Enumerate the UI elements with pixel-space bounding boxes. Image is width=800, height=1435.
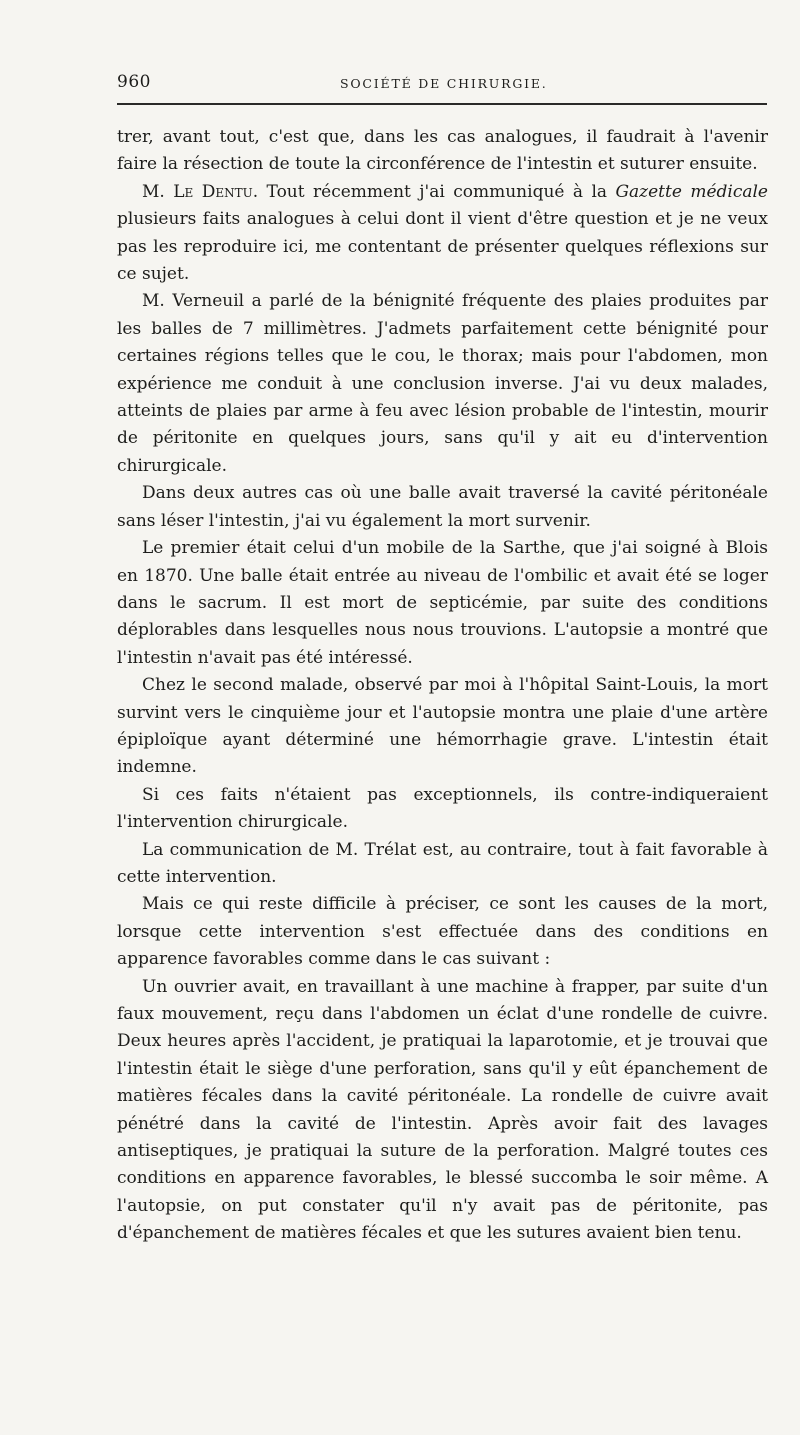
journal-title: Gazette médicale [615, 181, 768, 202]
paragraph-4: Dans deux autres cas où une balle avait traversé la cavité péritonéale sans léser l'intestin, j'ai vu également la mort survenir. [117, 483, 768, 531]
paragraph-7: Si ces faits n'étaient pas exceptionnels, ils contre-indiqueraient l'intervention chirurgicale. [117, 784, 768, 833]
paragraph-8: La communication de M. Trélat est, au contraire, tout à fait favorable à cette intervention. [117, 839, 768, 887]
paragraph-3: M. Verneuil a parlé de la bénignité fréquente des plaies produites par les balles de 7 millimètres. J'admets parfaitement cette bénignité pour certaines régions telles que le cou, le thorax; mais pour l'abdomen, mon expérience me conduit à une conclusion inverse. J'ai vu deux malades, atteints de plaies par arme à feu avec lésion probable de l'intestin, mourir de péritonite en quelques jours, sans qu'il y ait eu d'intervention chirurgicale. [117, 291, 768, 476]
paragraph-2 [117, 179, 768, 289]
header-rule [117, 103, 767, 105]
running-title: SOCIÉTÉ DE CHIRURGIE. [340, 76, 548, 91]
paragraph-9: Mais ce qui reste difficile à préciser, ce sont les causes de la mort, lorsque cette intervention s'est effectuée dans des conditions en apparence favorables comme dans le cas suivant : [117, 894, 768, 970]
paragraph-10: Un ouvrier avait, en travaillant à une machine à frapper, par suite d'un faux mouvement, reçu dans l'abdomen un éclat d'une rondelle de cuivre. Deux heures après l'accident, je pratiquai la laparotomie, et je trouvai que l'intestin était le siège d'une perforation, sans qu'il y eût épanchement de matières fécales dans la cavité péritonéale. La rondelle de cuivre avait pénétré dans la cavité de l'intestin. Après avoir fait des lavages antiseptiques, je pratiquai la suture de la perforation. Malgré toutes ces conditions en apparence favorables, le blessé succomba le soir même. A l'autopsie, on put constater qu'il n'y avait pas de péritonite, pas d'épanchement de matières fécales et que les sutures avaient bien tenu. [117, 976, 768, 1244]
speaker-name: M. Le Dentu. [142, 181, 259, 202]
body-text [117, 124, 768, 1248]
paragraph-6: Chez le second malade, observé par moi à l'hôpital Saint-Louis, la mort survint vers le cinquième jour et l'autopsie montra une plaie d'une artère épiploïque ayant déterminé une hémorrhagie grave. L'intestin était indemne. [117, 675, 768, 778]
page-number: 960 [117, 72, 151, 92]
paragraph-1: trer, avant tout, c'est que, dans les cas analogues, il faudrait à l'avenir faire la résection de toute la circonférence de l'intestin et suturer ensuite. [117, 127, 768, 175]
paragraph-2-text-a: Tout récemment j'ai communiqué à la [258, 181, 616, 202]
paragraph-5: Le premier était celui d'un mobile de la Sarthe, que j'ai soigné à Blois en 1870. Une balle était entrée au niveau de l'ombilic et avait été se loger dans le sacrum. Il est mort de septicémie, par suite des conditions déplorables dans lesquelles nous nous trouvions. L'autopsie a montré que l'intestin n'avait pas été intéressé. [117, 538, 768, 668]
page-header [117, 72, 767, 102]
paragraph-2-text-b: plusieurs faits analogues à celui dont il vient d'être question et je ne veux pas les reproduire ici, me contentant de présenter quelques réflexions sur ce sujet. [117, 209, 768, 285]
